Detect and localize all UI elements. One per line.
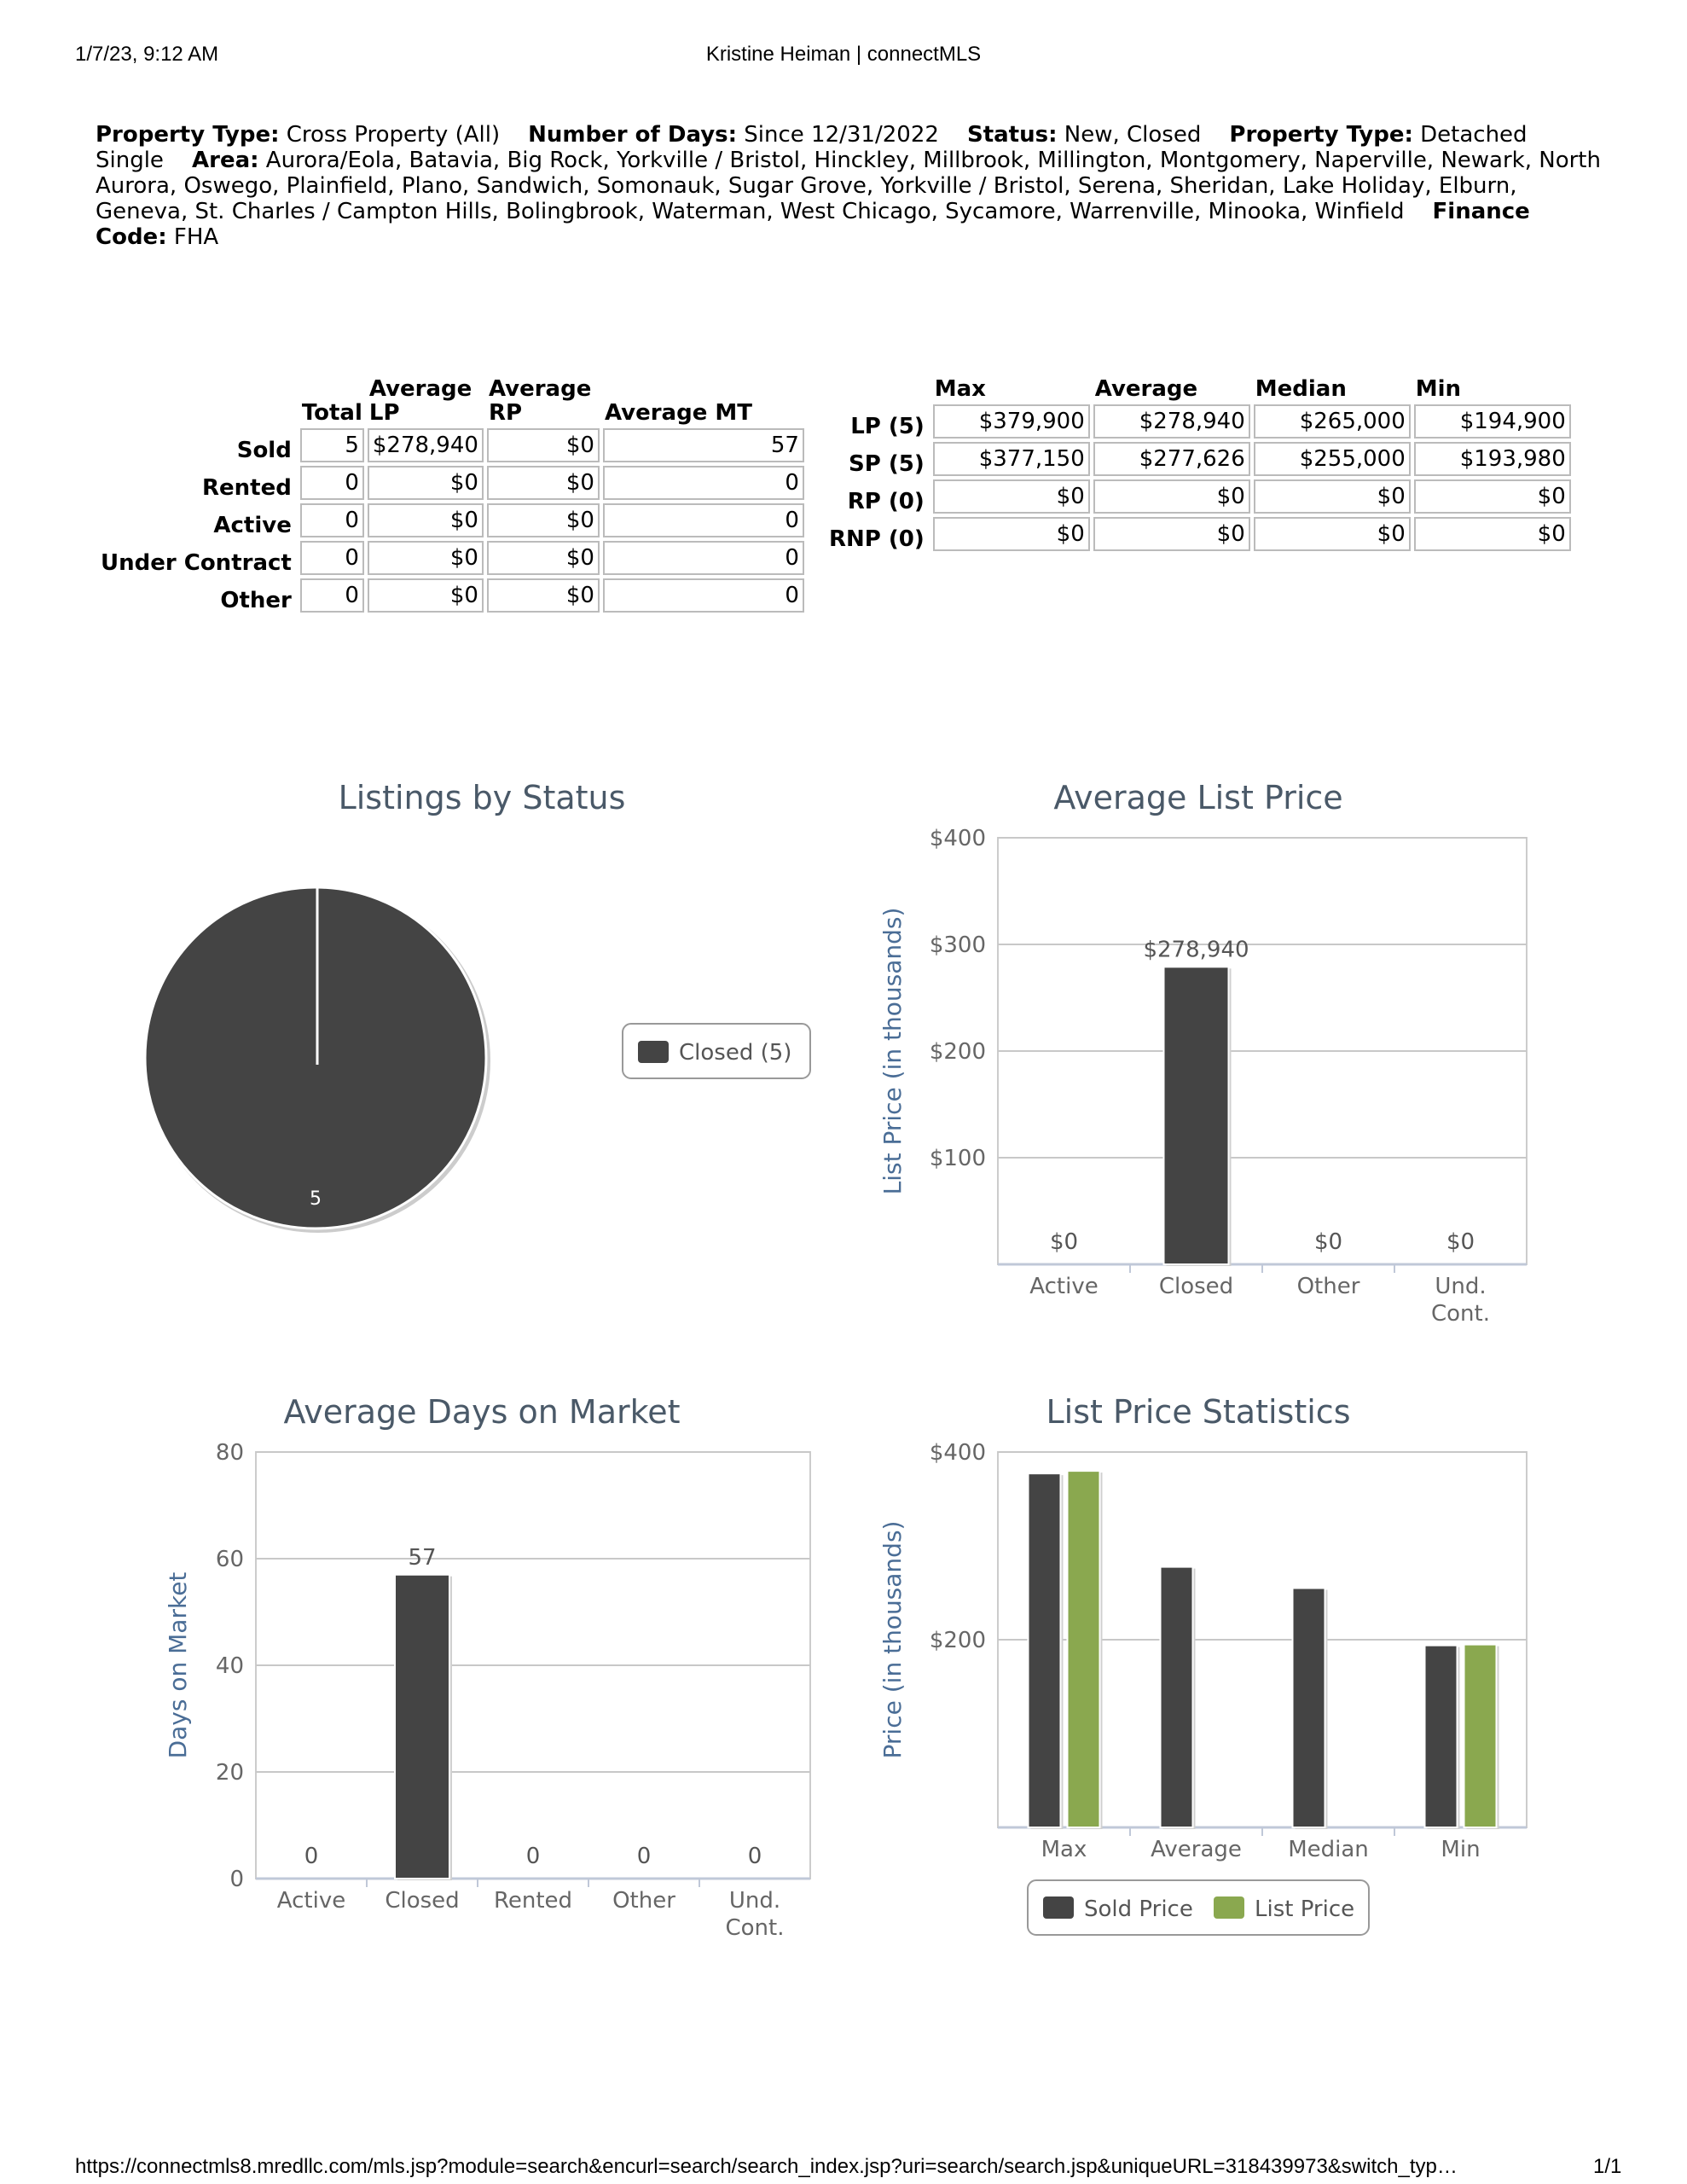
criteria-value: Cross Property (All)	[279, 122, 521, 148]
price-cell: $0	[933, 517, 1090, 551]
summary-cell: $0	[487, 541, 600, 575]
price-cell: $0	[1414, 479, 1571, 514]
list-price-statistics-chart	[861, 1382, 1595, 1945]
x-tick-label: Median	[1288, 1837, 1369, 1862]
summary-column-header: Total	[301, 400, 362, 426]
price-statistics-table	[824, 374, 1574, 555]
listings-by-status-chart	[128, 768, 853, 1246]
summary-cell: $0	[487, 466, 600, 500]
x-tick-label: Active	[276, 1888, 346, 1914]
legend-swatch	[1043, 1896, 1074, 1919]
price-cell: $278,940	[1093, 404, 1250, 439]
bar	[1293, 1589, 1325, 1828]
summary-cell: 0	[300, 578, 364, 613]
price-row-label: RNP (0)	[829, 526, 925, 552]
price-cell: $0	[1254, 517, 1411, 551]
y-tick-label: $200	[929, 1039, 986, 1065]
data-label: 0	[636, 1844, 652, 1869]
chart-title: List Price Statistics	[1046, 1393, 1351, 1431]
price-row-label: SP (5)	[849, 451, 925, 477]
summary-cell: $0	[368, 578, 484, 613]
legend-label: Closed (5)	[679, 1040, 792, 1066]
pie-slice	[145, 887, 486, 1228]
criteria-value: New, Closed	[1057, 122, 1223, 148]
summary-column-header: Average MT	[604, 400, 752, 426]
legend-label: List Price	[1255, 1896, 1355, 1922]
x-tick-label: Und.	[728, 1888, 781, 1914]
price-cell: $0	[933, 479, 1090, 514]
y-axis-title: List Price (in thousands)	[878, 907, 907, 1195]
x-tick-label: Closed	[1158, 1274, 1234, 1299]
summary-cell: 5	[300, 428, 364, 462]
chart-title: Average Days on Market	[283, 1393, 681, 1431]
summary-cell: 0	[603, 578, 804, 613]
x-tick-label: Cont.	[725, 1915, 785, 1941]
summary-cell: $0	[368, 541, 484, 575]
x-tick-label: Other	[1296, 1274, 1360, 1299]
summary-cell: 0	[300, 541, 364, 575]
bar	[1029, 1473, 1061, 1827]
price-row	[827, 442, 1571, 476]
summary-row	[99, 541, 804, 575]
price-column-header: Max	[934, 376, 986, 402]
bar	[1164, 967, 1229, 1264]
y-tick-label: 20	[215, 1760, 244, 1786]
summary-cell: $0	[487, 428, 600, 462]
chart-title: Listings by Status	[338, 779, 626, 816]
summary-row-label: Rented	[202, 475, 292, 501]
data-label: 0	[525, 1844, 541, 1869]
y-tick-label: $400	[929, 1440, 986, 1466]
y-axis-title: Days on Market	[164, 1571, 192, 1759]
bar	[1161, 1567, 1193, 1827]
x-tick-label: Min	[1441, 1837, 1481, 1862]
summary-cell: 0	[300, 503, 364, 537]
y-axis-title: Price (in thousands)	[878, 1520, 907, 1759]
summary-row	[99, 503, 804, 537]
y-tick-label: $200	[929, 1628, 986, 1653]
x-tick-label: Other	[612, 1888, 675, 1914]
print-datetime: 1/7/23, 9:12 AM	[75, 43, 219, 66]
criteria-value: Since 12/31/2022	[737, 122, 960, 148]
summary-cell: 57	[603, 428, 804, 462]
price-cell: $377,150	[933, 442, 1090, 476]
data-label: $0	[1049, 1229, 1079, 1255]
summary-row	[99, 428, 804, 462]
price-cell: $277,626	[1093, 442, 1250, 476]
price-cell: $194,900	[1414, 404, 1571, 439]
data-label: $0	[1313, 1229, 1343, 1255]
criteria-label: Number of Days:	[528, 122, 738, 148]
summary-cell: $0	[368, 503, 484, 537]
criteria-label: Property Type:	[96, 122, 280, 148]
y-tick-label: 0	[229, 1867, 244, 1892]
price-row	[827, 404, 1571, 439]
price-column-header: Average	[1094, 376, 1198, 402]
y-tick-label: 80	[215, 1440, 244, 1466]
x-tick-label: Average	[1151, 1837, 1242, 1862]
summary-cell: $0	[368, 466, 484, 500]
page-number: 1/1	[1593, 2155, 1622, 2178]
criteria-label: Status:	[966, 122, 1058, 148]
chart-title: Average List Price	[1053, 779, 1343, 816]
summary-row-label: Active	[213, 513, 292, 538]
y-tick-label: $100	[929, 1146, 986, 1171]
bar	[1464, 1645, 1497, 1827]
price-column-header: Median	[1255, 376, 1347, 402]
average-list-price-chart	[861, 768, 1595, 1331]
summary-column-header: Average LP	[368, 376, 472, 426]
pie-slice-label: 5	[310, 1188, 322, 1210]
y-tick-label: 60	[215, 1547, 244, 1572]
summary-cell: $0	[487, 503, 600, 537]
price-cell: $193,980	[1414, 442, 1571, 476]
summary-cell: 0	[603, 541, 804, 575]
x-tick-label: Rented	[493, 1888, 573, 1914]
price-row	[827, 517, 1571, 551]
summary-column-header: Average RP	[488, 376, 592, 426]
legend-swatch	[1214, 1896, 1244, 1919]
summary-cell: $0	[487, 578, 600, 613]
summary-cell: 0	[300, 466, 364, 500]
bar	[1068, 1471, 1100, 1827]
legend-swatch	[638, 1041, 669, 1063]
data-label: 0	[304, 1844, 319, 1869]
data-label: 0	[747, 1844, 762, 1869]
data-label: $0	[1446, 1229, 1475, 1255]
summary-row-label: Under Contract	[101, 550, 292, 576]
data-label: $278,940	[1143, 937, 1249, 963]
price-cell: $0	[1414, 517, 1571, 551]
price-cell: $0	[1254, 479, 1411, 514]
x-tick-label: Closed	[385, 1888, 460, 1914]
summary-row	[99, 466, 804, 500]
summary-row-label: Other	[220, 588, 292, 613]
price-cell: $379,900	[933, 404, 1090, 439]
price-row-label: LP (5)	[850, 414, 925, 439]
criteria-value: FHA	[166, 224, 219, 250]
price-cell: $0	[1093, 517, 1250, 551]
average-days-on-market-chart	[154, 1382, 827, 1945]
summary-row	[99, 578, 804, 613]
summary-cell: 0	[603, 466, 804, 500]
legend-label: Sold Price	[1084, 1896, 1193, 1922]
price-cell: $0	[1093, 479, 1250, 514]
y-tick-label: $300	[929, 932, 986, 958]
page-header-title: Kristine Heiman | connectMLS	[705, 43, 982, 66]
x-tick-label: Cont.	[1431, 1301, 1490, 1327]
criteria-label: Area:	[192, 148, 259, 173]
page-url: https://connectmls8.mredllc.com/mls.jsp?module=search&encurl=search/search_index.jsp?uri=search/search.jsp&uniqueURL=318439973&switch_typ…	[75, 2155, 1458, 2178]
criteria-value: Detached Single	[96, 122, 1528, 173]
x-tick-label: Max	[1041, 1837, 1087, 1862]
y-tick-label: $400	[929, 826, 986, 851]
criteria-label: Property Type:	[1229, 122, 1413, 148]
criteria-value: Aurora/Eola, Batavia, Big Rock, Yorkville / Bristol, Hinckley, Millbrook, Millington, Montgomery, Naperville, Newark, North Aurora, Oswego, Plainfield, Plano, Sandwich, Somonauk, Sugar Grove, Yorkville / Bristol, Serena, Sheridan, Lake Holiday, Elburn, Geneva, St. Charles / Campton Hills, Bolingbrook, Waterman, West Chicago, Sycamore, Warrenville, Minooka, Winfield	[96, 148, 1601, 224]
summary-cell: 0	[603, 503, 804, 537]
bar	[395, 1575, 449, 1879]
search-criteria	[96, 122, 1605, 250]
price-cell: $265,000	[1254, 404, 1411, 439]
price-cell: $255,000	[1254, 442, 1411, 476]
summary-row-label: Sold	[236, 438, 292, 463]
price-row-label: RP (0)	[847, 489, 925, 514]
bar	[1425, 1646, 1458, 1827]
criteria-label: Finance Code:	[96, 199, 1530, 250]
summary-table	[96, 374, 808, 616]
y-tick-label: 40	[215, 1653, 244, 1679]
x-tick-label: Active	[1029, 1274, 1099, 1299]
data-label: 57	[408, 1544, 437, 1571]
x-tick-label: Und.	[1435, 1274, 1487, 1299]
summary-cell: $278,940	[368, 428, 484, 462]
price-column-header: Min	[1415, 376, 1462, 402]
price-row	[827, 479, 1571, 514]
